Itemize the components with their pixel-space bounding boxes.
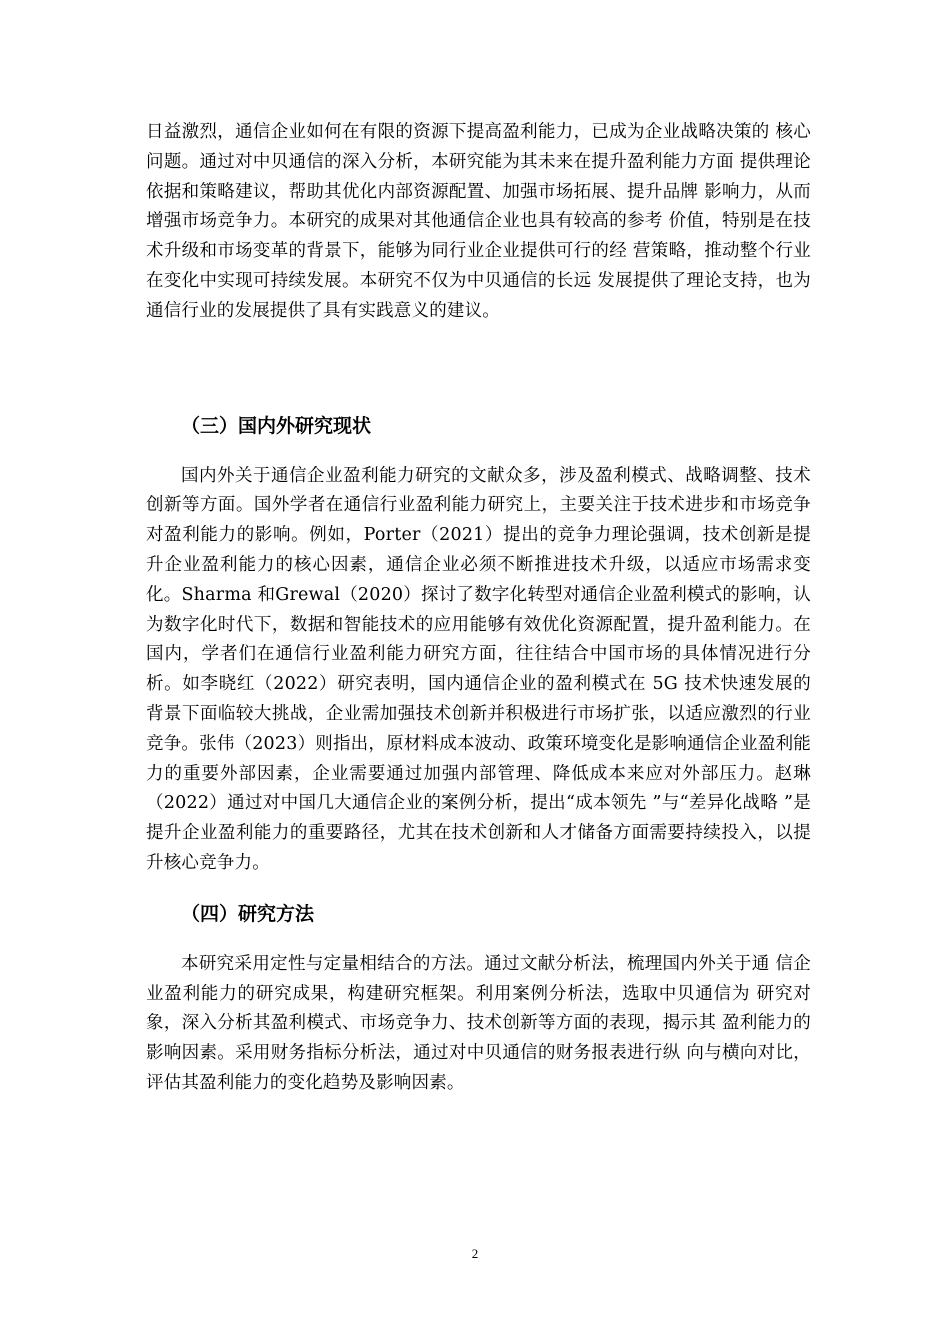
section-heading-research-methods: （四）研究方法 <box>181 902 315 925</box>
section-heading-literature-review: （三）国内外研究现状 <box>181 414 372 437</box>
page-body <box>146 118 811 1099</box>
page-number: 2 <box>471 1246 479 1261</box>
paragraph-research-significance: 日益激烈，通信企业如何在有限的资源下提高盈利能力，已成为企业战略决策的 核心问题。通过对中贝通信的深入分析，本研究能为其未来在提升盈利能力方面 提供理论依据和策略建议，帮助其优化内部资源配置、加强市场拓展、提升品牌 影响力，从而增强市场竞争力。本研究的成果对其他通信企业也具有较高的参考 价值，特别是在技术升级和市场变革的背景下，能够为同行业企业提供可行的经 营策略，推动整个行业在变化中实现可持续发展。本研究不仅为中贝通信的长远 发展提供了理论支持，也为通信行业的发展提供了具有实践意义的建议。 <box>146 122 811 321</box>
paragraph-research-methods: 本研究采用定性与定量相结合的方法。通过文献分析法，梳理国内外关于通 信企业盈利能力的研究成果，构建研究框架。利用案例分析法，选取中贝通信为 研究对象，深入分析其盈利模式、市场竞争力、技术创新等方面的表现，揭示其 盈利能力的影响因素。采用财务指标分析法，通过对中贝通信的财务报表进行纵 向与横向对比，评估其盈利能力的变化趋势及影响因素。 <box>146 953 811 1093</box>
paragraph-literature-review: 国内外关于通信企业盈利能力研究的文献众多，涉及盈利模式、战略调整、技术创新等方面。国外学者在通信行业盈利能力研究上，主要关注于技术进步和市场竞争对盈利能力的影响。例如，Porter（2021）提出的竞争力理论强调，技术创新是提升企业盈利能力的核心因素，通信企业必须不断推进技术升级，以适应市场需求变化。Sharma 和Grewal（2020）探讨了数字化转型对通信企业盈利模式的影响，认为数字化时代下，数据和智能技术的应用能够有效优化资源配置，提升盈利能力。在国内，学者们在通信行业盈利能力研究方面，往往结合中国市场的具体情况进行分析。如李晓红（2022）研究表明，国内通信企业的盈利模式在 5G 技术快速发展的背景下面临较大挑战，企业需加强技术创新并积极进行市场扩张，以适应激烈的行业竞争。张伟（2023）则指出，原材料成本波动、政策环境变化是影响通信企业盈利能力的重要外部因素，企业需要通过加强内部管理、降低成本来应对外部压力。赵琳（2022）通过对中国几大通信企业的案例分析，提出“成本领先 ”与“差异化战略 ”是提升企业盈利能力的重要路径，尤其在技术创新和人才储备方面需要持续投入，以提升核心竞争力。 <box>146 465 811 873</box>
